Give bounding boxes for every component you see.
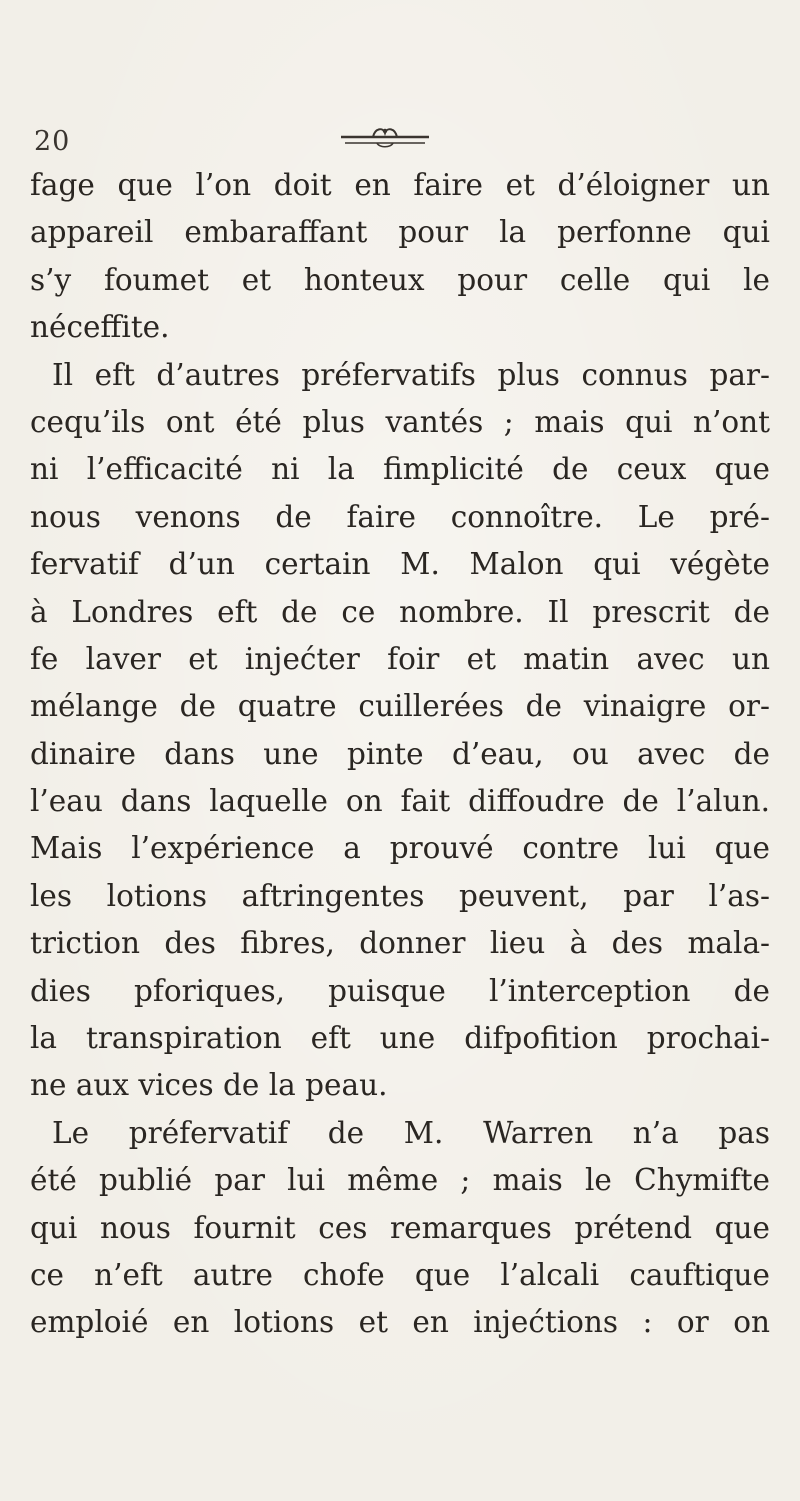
text-line: fage que l’on doit en faire et d’éloigner un: [30, 168, 770, 202]
text-line: mélange de quatre cuillerées de vinaigre or-: [30, 689, 770, 724]
text-line: fe laver et injećter foir et matin avec un: [30, 641, 770, 676]
text-line: fervatif d’un certain M. Malon qui végète: [30, 547, 770, 582]
ornament-icon: [339, 124, 431, 150]
text-line: emploié en lotions et en injećtions : or on: [30, 1305, 770, 1340]
text-line: dies pforiques, puisque l’interception de: [30, 973, 770, 1008]
page-number: 20: [34, 126, 71, 157]
text-line: s’y foumet et honteux pour celle qui le: [30, 262, 770, 297]
text-line: été publié par lui même ; mais le Chymifte: [30, 1163, 770, 1198]
text-line: Mais l’expérience a prouvé contre lui que: [30, 831, 770, 866]
text-line: nous venons de faire connoître. Le pré-: [30, 499, 770, 534]
text-line: appareil embaraffant pour la perfonne qui: [30, 215, 770, 250]
text-line: l’eau dans laquelle on fait diffoudre de l’alun.: [30, 784, 770, 819]
page-header: [34, 96, 774, 156]
text-line: à Londres eft de ce nombre. Il prescrit de: [30, 594, 770, 629]
body-text: [30, 162, 770, 1347]
text-line: néceffite.: [30, 310, 170, 345]
text-line: dinaire dans une pinte d’eau, ou avec de: [30, 736, 770, 771]
text-line: ni l’efficacité ni la fimplicité de ceux que: [30, 452, 770, 487]
text-line: la transpiration eft une difpofition prochai-: [30, 1021, 770, 1056]
text-line: ce n’eft autre chofe que l’alcali cauftique: [30, 1257, 770, 1292]
text-line: les lotions aftringentes peuvent, par l’as-: [30, 878, 770, 913]
text-line: cequ’ils ont été plus vantés ; mais qui n’ont: [30, 404, 770, 439]
text-line: ne aux vices de la peau.: [30, 1068, 388, 1103]
text-line: Il eft d’autres préfervatifs plus connus par-: [52, 357, 770, 392]
text-line: Le préfervatif de M. Warren n’a pas: [52, 1115, 770, 1150]
text-line: triction des fibres, donner lieu à des mala-: [30, 926, 770, 961]
text-line: qui nous fournit ces remarques prétend que: [30, 1210, 770, 1245]
